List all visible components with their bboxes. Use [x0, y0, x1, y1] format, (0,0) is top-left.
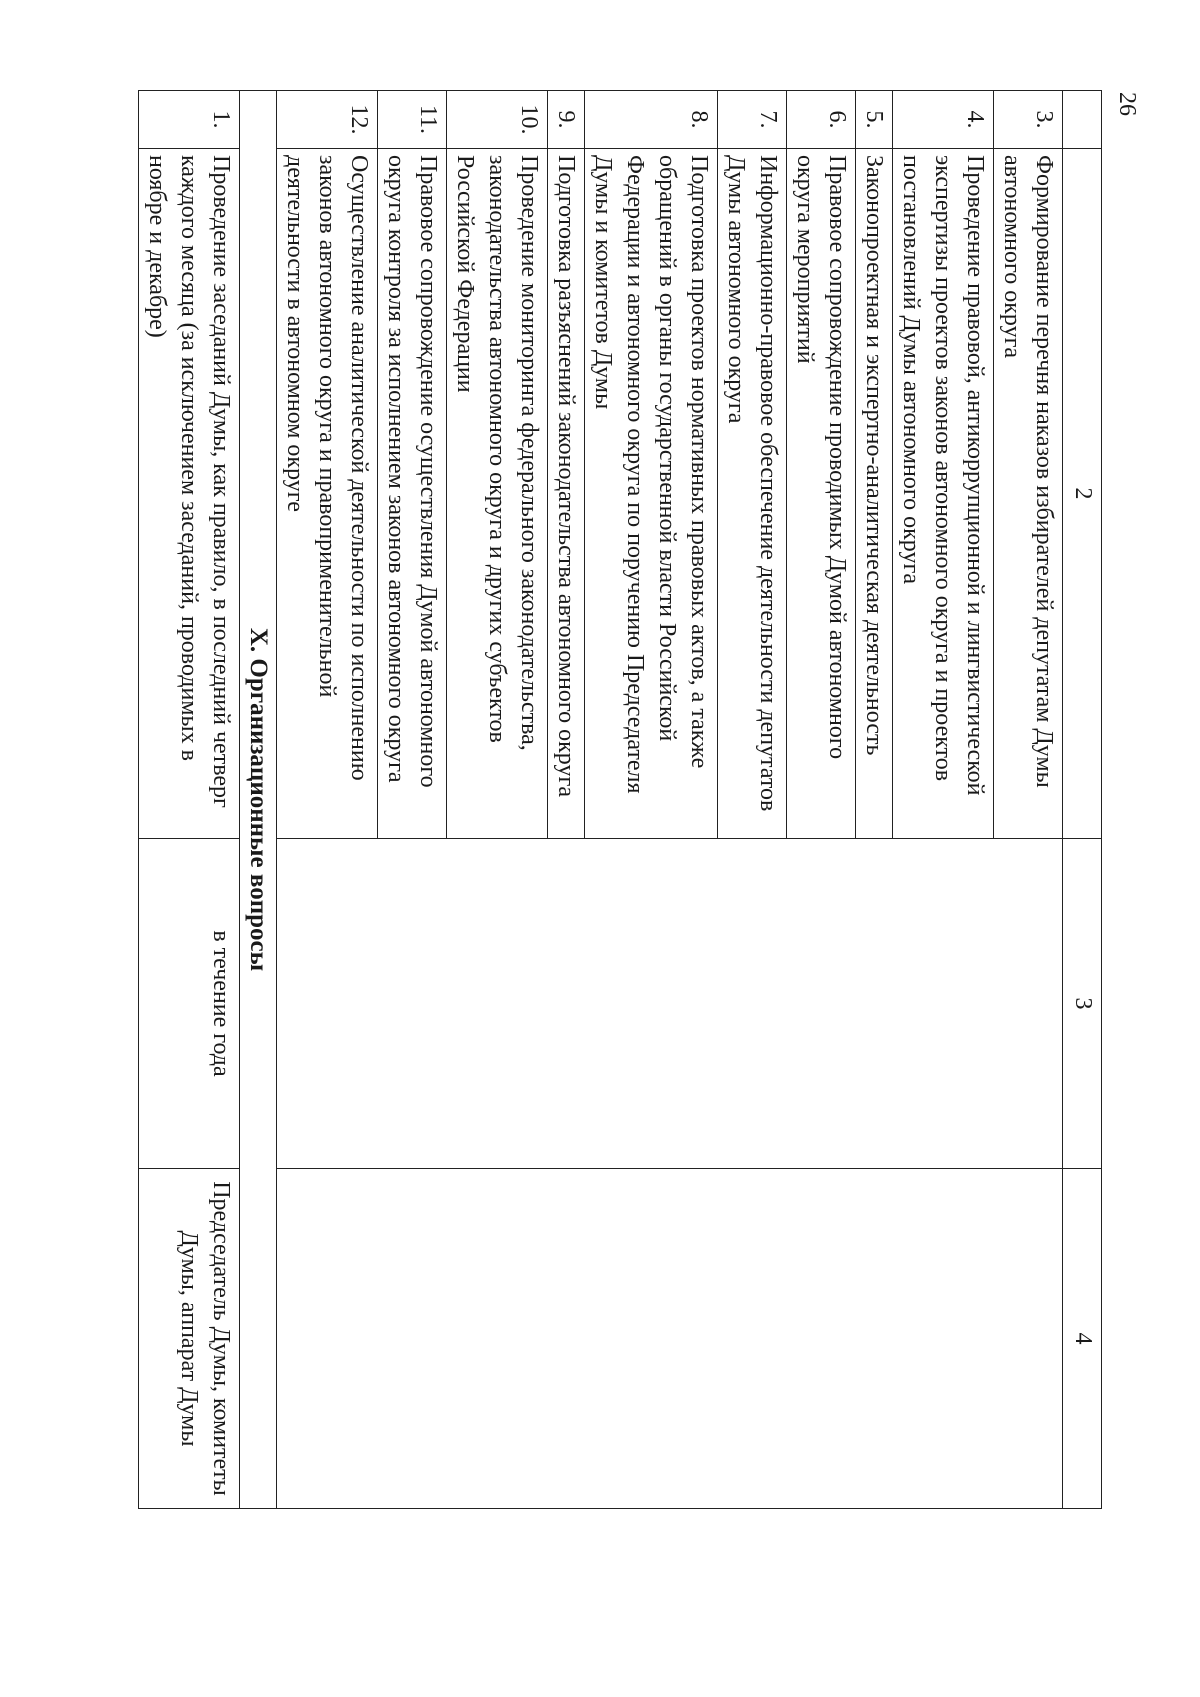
merged-period-cell: [277, 839, 1063, 1169]
merged-responsible-cell: [277, 1169, 1063, 1509]
row-text: Проведение правовой, антикоррупционной и лингвистической экспертизы проектов законов автономного округа и проектов постановлений Думы автономного округа: [893, 149, 994, 839]
row-text: Осуществление аналитической деятельности по исполнению законов автономного округа и правоприменительной деятельности в автономном округе: [277, 149, 378, 839]
section-title: X. Организационные вопросы: [240, 91, 277, 1509]
row-number: 8.: [585, 91, 718, 149]
header-cell-4: 4: [1063, 1169, 1102, 1509]
row-text: Правовое сопровождение проводимых Думой автономного округа мероприятий: [787, 149, 856, 839]
table-row: [139, 91, 240, 1509]
page-number: 26: [1114, 92, 1140, 116]
plan-table: [138, 90, 1102, 1509]
row-number: 3.: [994, 91, 1063, 149]
header-cell-2: 2: [1063, 149, 1102, 839]
row-text: Формирование перечня наказов избирателей депутатам Думы автономного округа: [994, 149, 1063, 839]
row-text: Проведение заседаний Думы, как правило, в последний четверг каждого месяца (за исключением заседаний, проводимых в ноябре и декабре): [139, 149, 240, 839]
row-number: 1.: [139, 91, 240, 149]
row-text: Правовое сопровождение осуществления Думой автономного округа контроля за исполнением законов автономного округа: [378, 149, 447, 839]
header-cell-3: 3: [1063, 839, 1102, 1169]
row-number: 4.: [893, 91, 994, 149]
section-heading-row: [240, 91, 277, 1509]
row-text: Информационно-правовое обеспечение деятельности депутатов Думы автономного округа: [718, 149, 787, 839]
row-number: 5.: [856, 91, 893, 149]
row-number: 12.: [277, 91, 378, 149]
row-number: 7.: [718, 91, 787, 149]
row-responsible: Председатель Думы, комитеты Думы, аппарат Думы: [139, 1169, 240, 1509]
row-text: Подготовка проектов нормативных правовых актов, а также обращений в органы государственной власти Российской Федерации и автономного округа по поручению Председателя Думы и комитетов Думы: [585, 149, 718, 839]
row-number: 10.: [447, 91, 548, 149]
row-text: Подготовка разъяснений законодательства автономного округа: [548, 149, 585, 839]
header-cell-num: [1063, 91, 1102, 149]
header-row: [1063, 91, 1102, 1509]
row-number: 11.: [378, 91, 447, 149]
table-row: [994, 91, 1063, 1509]
row-text: Проведение мониторинга федерального законодательства, законодательства автономного округа и других субъектов Российской Федерации: [447, 149, 548, 839]
plan-table-sheet: [79, 90, 1102, 1508]
row-number: 6.: [787, 91, 856, 149]
row-period: в течение года: [139, 839, 240, 1169]
row-text: Законопроектная и экспертно-аналитическая деятельность: [856, 149, 893, 839]
row-number: 9.: [548, 91, 585, 149]
